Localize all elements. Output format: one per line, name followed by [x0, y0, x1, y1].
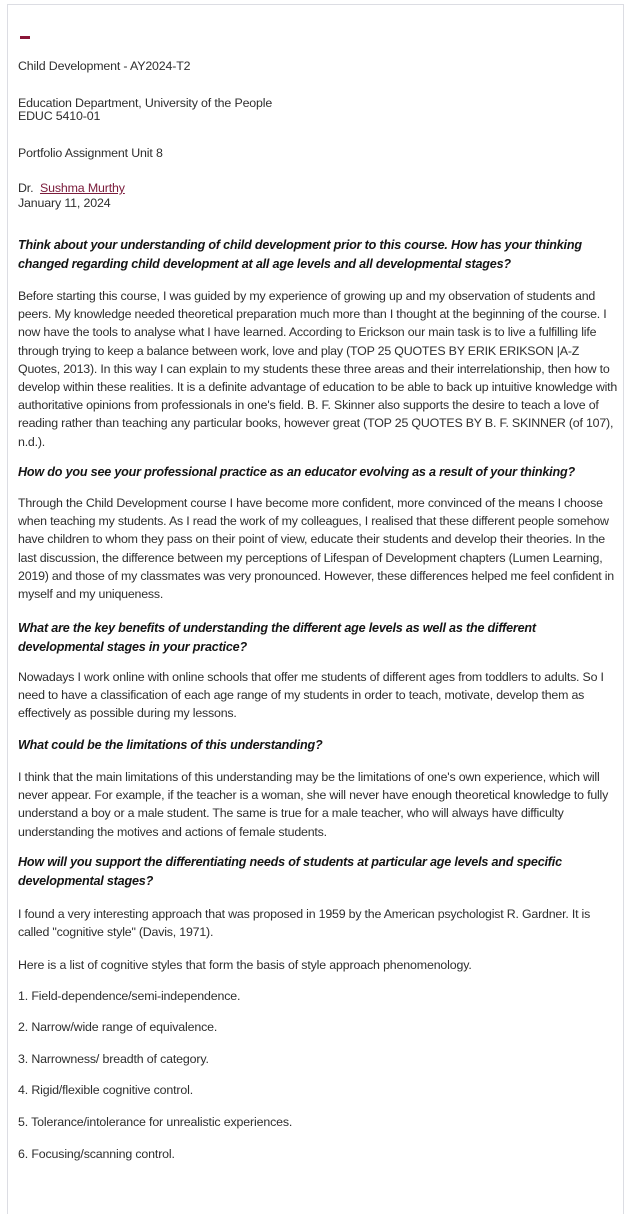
question-2: How do you see your professional practice as an educator evolving as a result of your thinking? — [18, 465, 575, 479]
answer-1: Before starting this course, I was guided by my experience of growing up and my observation of students and peers. My knowledge needed theoretical preparation much more than I thought at the beginning of the course. I now have the tools to analyse what I have learned. According to Erickson our main task is to live a fulfilling life through trying to keep a balance between work, love and play (TOP 25 QUOTES BY ERIK ERIKSON |A-Z Quotes, 2013). In this way I can explain to my students these three areas and their interrelationship, then how to develop within these realities. It is a definite advantage of education to be able to back up intuitive knowledge with authoritative opinions from professionals in one's field. B. F. Skinner also supports the desire to teach a love of reading rather than teaching any particular books, however great (TOP 25 QUOTES BY B. F. SKINNER (of 107), n.d.). — [18, 289, 618, 449]
course-code: EDUC 5410-01 — [18, 109, 101, 123]
list-item: 5. Tolerance/intolerance for unrealistic experiences. — [18, 1115, 293, 1129]
list-item: 4. Rigid/flexible cognitive control. — [18, 1083, 194, 1097]
department: Education Department, University of the People — [18, 96, 273, 110]
question-5: How will you support the differentiating needs of students at particular age levels and specific developmental stages? — [18, 855, 562, 888]
course-title: Child Development - AY2024-T2 — [18, 59, 191, 73]
question-4: What could be the limitations of this understanding? — [18, 738, 323, 752]
question-3: What are the key benefits of understanding the different age levels as well as the different developmental stages in your practice? — [18, 621, 536, 654]
answer-2: Through the Child Development course I have become more confident, more convinced of the means I choose when teaching my students. As I read the work of my colleagues, I realised that these different people somehow have children to whom they pass on their point of view, educate their students and develop their theories. In the last discussion, the difference between my perceptions of Lifespan of Development chapters (Lumen Learning, 2019) and those of my classmates was very pronounced. However, these differences helped me feel confident in myself and my uniqueness. — [18, 496, 614, 602]
question-1: Think about your understanding of child development prior to this course. How has your thinking changed regarding child development at all age levels and all developmental stages? — [18, 238, 582, 271]
list-item: 6. Focusing/scanning control. — [18, 1147, 175, 1161]
answer-3: Nowadays I work online with online schools that offer me students of different ages from toddlers to adults. So I need to have a classification of each age range of my students in order to teach, motivate, develop them as effectively as possible during my lessons. — [18, 670, 604, 721]
instructor-prefix: Dr. — [18, 181, 34, 195]
answer-4: I think that the main limitations of this understanding may be the limitations of one's own experience, which will never appear. For example, if the teacher is a woman, she will never have enough theoretical knowledge to fully understand a boy or a male student. The same is true for a male teacher, who will always have difficulty understanding the motives and actions of female students. — [18, 770, 609, 839]
list-item: 3. Narrowness/ breadth of category. — [18, 1052, 209, 1066]
instructor — [18, 181, 125, 195]
accent-dash — [20, 36, 30, 39]
answer-5: I found a very interesting approach that was proposed in 1959 by the American psychologist R. Gardner. It is called "cognitive style" (Davis, 1971). — [18, 907, 591, 940]
assignment-title: Portfolio Assignment Unit 8 — [18, 146, 163, 160]
list-item: 2. Narrow/wide range of equivalence. — [18, 1020, 218, 1034]
document-date: January 11, 2024 — [18, 196, 111, 210]
list-intro: Here is a list of cognitive styles that form the basis of style approach phenomenology. — [18, 958, 472, 972]
list-item: 1. Field-dependence/semi-independence. — [18, 989, 241, 1003]
instructor-link[interactable]: Sushma Murthy — [39, 181, 125, 195]
